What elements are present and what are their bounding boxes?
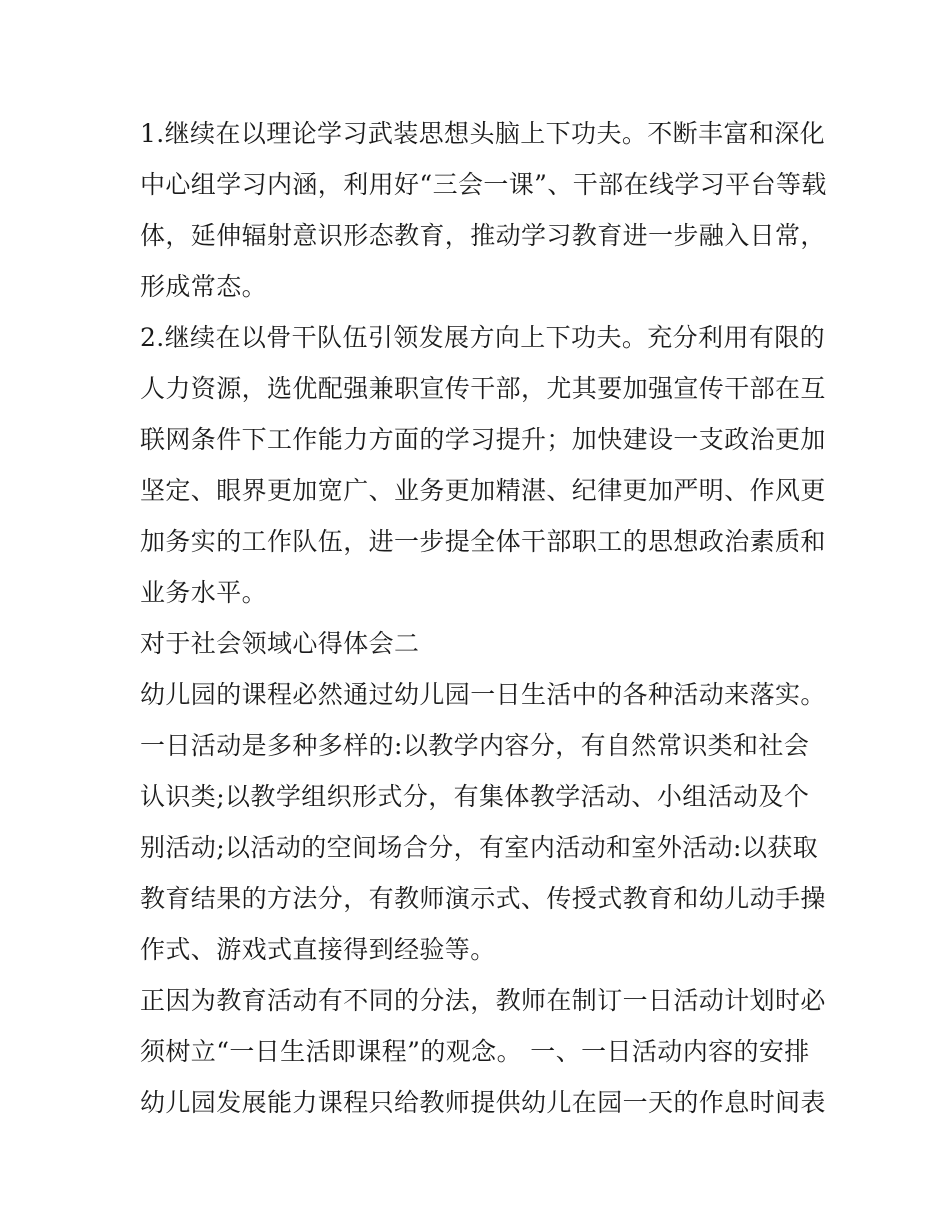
document-body: [140, 108, 827, 1128]
text-line: 联网条件下工作能力方面的学习提升；加快建设一支政治更加: [140, 425, 826, 454]
text-line: 一日活动是多种多样的:以教学内容分，有自然常识类和社会: [140, 731, 810, 760]
text-line: 正因为教育活动有不同的分法，教师在制订一日活动计划时必: [140, 986, 826, 1015]
text-line: 中心组学习内涵，利用好“三会一课”、干部在线学习平台等载: [140, 170, 827, 199]
text-line: 幼儿园发展能力课程只给教师提供幼儿在园一天的作息时间表: [140, 1088, 826, 1117]
text-line: 形成常态。: [140, 272, 268, 301]
text-line: 认识类;以教学组织形式分，有集体教学活动、小组活动及个: [140, 782, 810, 811]
text-line: 须树立“一日生活即课程”的观念。 一、一日活动内容的安排: [140, 1037, 810, 1066]
text-line: 加务实的工作队伍，进一步提全体干部职工的思想政治素质和: [140, 527, 826, 556]
text-line: 作式、游戏式直接得到经验等。: [140, 935, 496, 964]
text-line: 坚定、眼界更加宽广、业务更加精湛、纪律更加严明、作风更: [140, 476, 826, 505]
text-line: 别活动;以活动的空间场合分，有室内活动和室外活动:以获取: [140, 833, 819, 862]
text-line: 教育结果的方法分，有教师演示式、传授式教育和幼儿动手操: [140, 884, 826, 913]
text-line: 幼儿园的课程必然通过幼儿园一日生活中的各种活动来落实。: [140, 680, 826, 709]
text-line: 人力资源，选优配强兼职宣传干部，尤其要加强宣传干部在互: [140, 374, 826, 403]
text-line: 体，延伸辐射意识形态教育，推动学习教育进一步融入日常，: [140, 221, 826, 250]
text-line: 1.继续在以理论学习武装思想头脑上下功夫。不断丰富和深化: [140, 119, 826, 148]
section-heading: 对于社会领域心得体会二: [140, 629, 420, 658]
text-line: 2.继续在以骨干队伍引领发展方向上下功夫。充分利用有限的: [140, 323, 826, 352]
text-line: 业务水平。: [140, 578, 268, 607]
